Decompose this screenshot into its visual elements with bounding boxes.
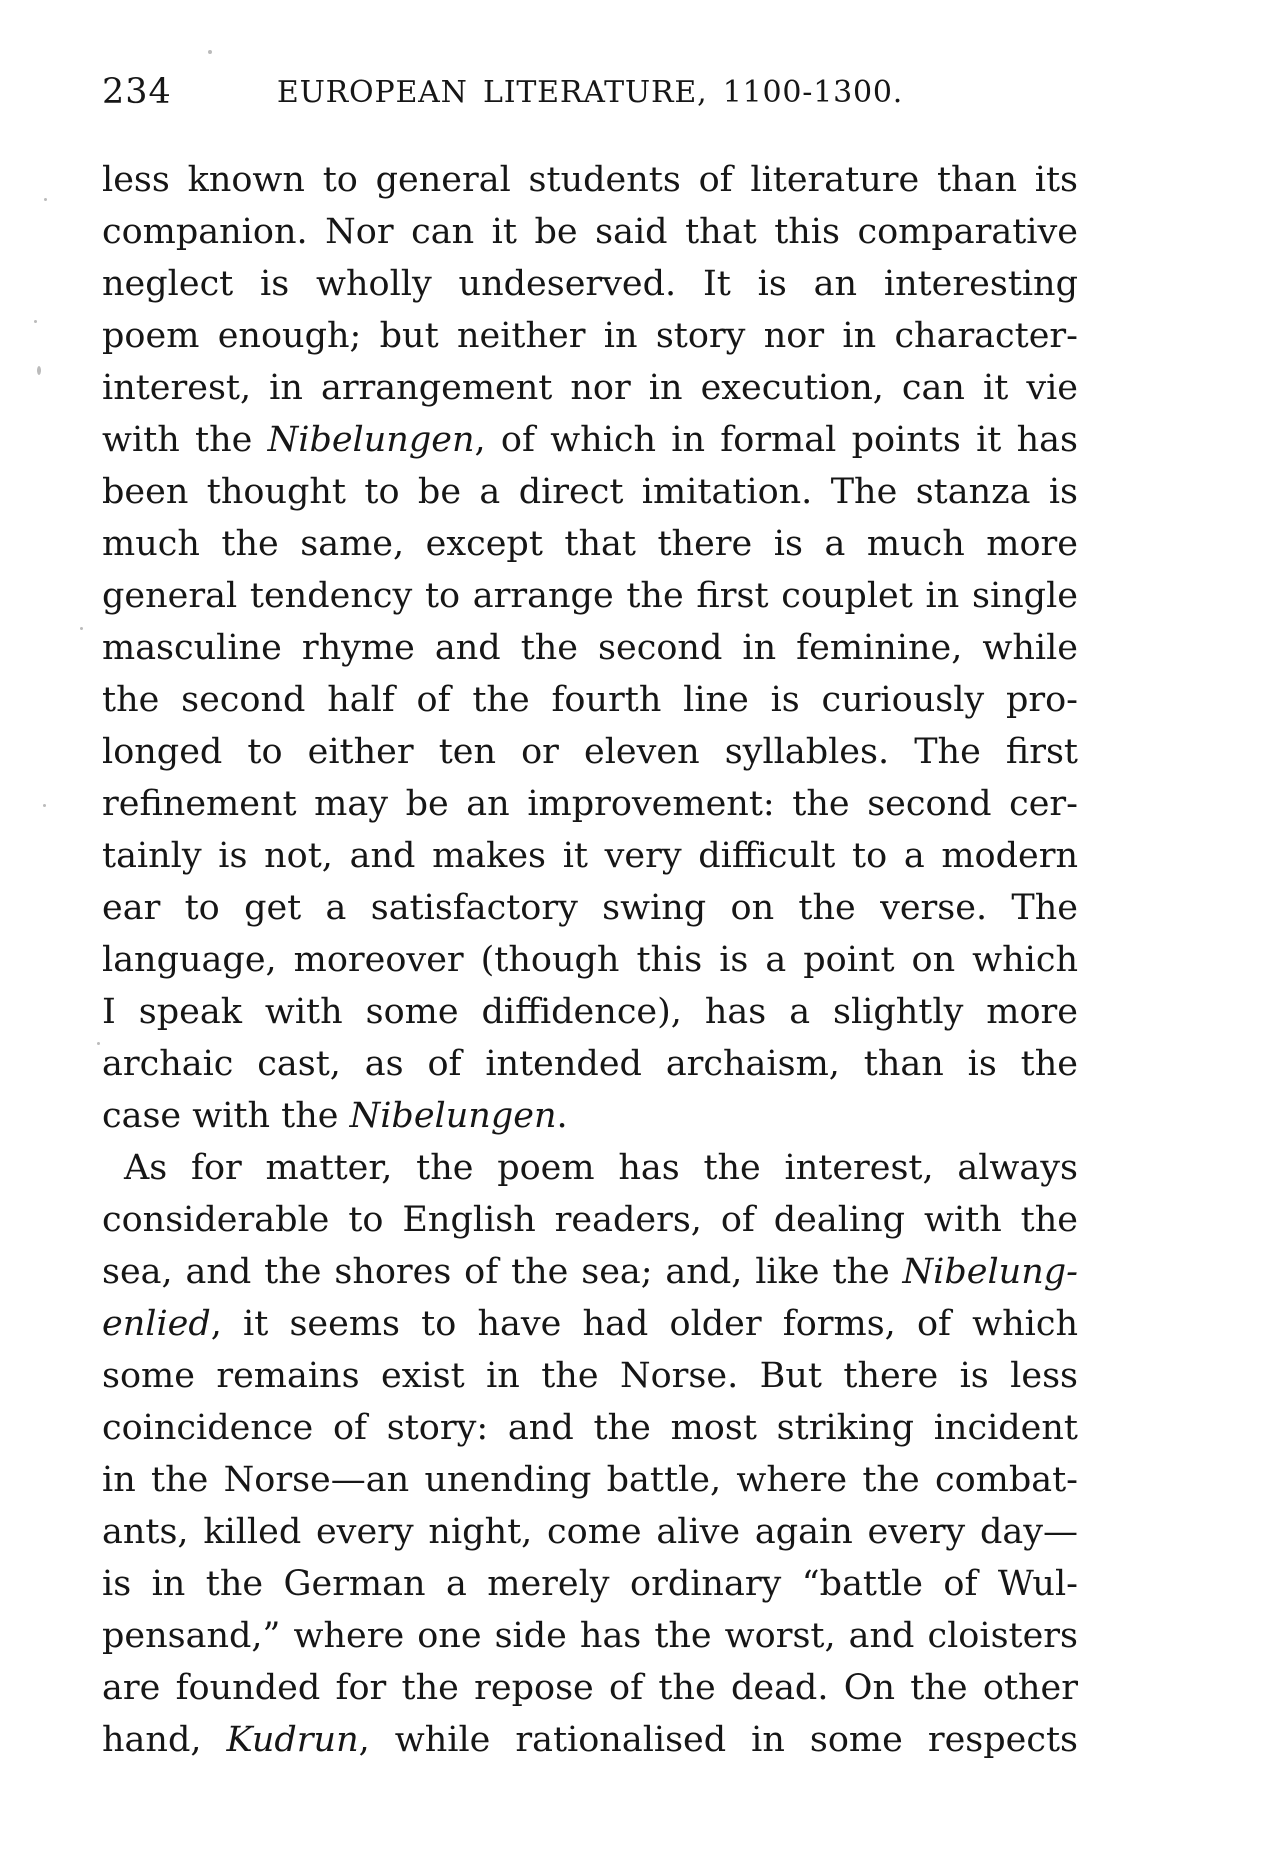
text-line [102, 934, 1078, 986]
text-line [102, 622, 1078, 674]
text-segment: companion. Nor can it be said that this comparative [102, 212, 1078, 252]
text-segment: been thought to be a direct imitation. The stanza is [102, 472, 1078, 512]
text-segment: masculine rhyme and the second in feminine, while [102, 628, 1078, 668]
text-segment: neglect is wholly undeserved. It is an interesting [102, 264, 1078, 304]
text-line [102, 830, 1078, 882]
scan-speck [97, 1042, 100, 1045]
text-line [102, 882, 1078, 934]
text-line [102, 726, 1078, 778]
italic-term: enlied [102, 1304, 211, 1344]
text-segment: refinement may be an improvement: the second cer- [102, 784, 1078, 824]
text-segment: ear to get a satisfactory swing on the verse. The [102, 888, 1078, 928]
scan-speck [208, 50, 212, 54]
page-header [102, 70, 1078, 110]
text-segment: is in the German a merely ordinary “battle of Wul- [102, 1564, 1078, 1604]
italic-term: Nibelungen [349, 1096, 557, 1136]
scan-speck [43, 804, 46, 807]
scan-speck [80, 627, 83, 630]
text-line [102, 1610, 1078, 1662]
text-segment: I speak with some diffidence), has a slightly more [102, 992, 1078, 1032]
text-segment: . [556, 1096, 568, 1136]
text-line [102, 778, 1078, 830]
text-line [102, 362, 1078, 414]
text-segment: longed to either ten or eleven syllables. The first [102, 732, 1078, 772]
text-segment: sea, and the shores of the sea; and, like the [102, 1252, 903, 1292]
text-line [102, 1038, 1078, 1090]
text-segment: ants, killed every night, come alive again every day— [102, 1512, 1078, 1552]
text-segment: in the Norse—an unending battle, where the combat- [102, 1460, 1078, 1500]
text-line [102, 1402, 1078, 1454]
text-line [102, 518, 1078, 570]
text-line [102, 1662, 1078, 1714]
text-line [102, 258, 1078, 310]
italic-term: Kudrun [226, 1720, 359, 1760]
text-segment: archaic cast, as of intended archaism, than is the [102, 1044, 1078, 1084]
text-line [102, 1194, 1078, 1246]
text-segment: less known to general students of literature than its [102, 160, 1078, 200]
scan-speck [37, 366, 41, 375]
text-segment: tainly is not, and makes it very difficult to a modern [102, 836, 1078, 876]
italic-term: Nibelung- [902, 1252, 1078, 1292]
text-segment: , it seems to have had older forms, of which [210, 1304, 1078, 1344]
text-line [102, 414, 1078, 466]
text-segment: pensand,” where one side has the worst, and cloisters [102, 1616, 1078, 1656]
text-segment: case with the [102, 1096, 350, 1136]
text-segment: are founded for the repose of the dead. On the other [102, 1668, 1078, 1708]
text-segment: , of which in formal points it has [474, 420, 1078, 460]
text-segment: the second half of the fourth line is curiously pro- [102, 680, 1078, 720]
text-segment: poem enough; but neither in story nor in character- [102, 316, 1078, 356]
text-segment: As for matter, the poem has the interest, always [124, 1148, 1078, 1188]
text-segment: much the same, except that there is a much more [102, 524, 1078, 564]
text-segment: interest, in arrangement nor in execution, can it vie [102, 368, 1078, 408]
text-line [102, 310, 1078, 362]
scan-speck [34, 320, 37, 323]
text-line [102, 1506, 1078, 1558]
text-line [102, 1090, 1078, 1142]
text-line [102, 674, 1078, 726]
text-segment: , while rationalised in some respects [358, 1720, 1078, 1760]
text-segment: language, moreover (though this is a point on which [102, 940, 1078, 980]
text-line [102, 1350, 1078, 1402]
text-line [102, 206, 1078, 258]
text-segment: considerable to English readers, of dealing with the [102, 1200, 1078, 1240]
text-line [102, 986, 1078, 1038]
page-number: 234 [102, 72, 172, 112]
text-line [102, 1714, 1078, 1766]
scan-speck [44, 198, 47, 201]
text-line [102, 466, 1078, 518]
text-line [102, 1298, 1078, 1350]
text-line [102, 154, 1078, 206]
text-segment: coincidence of story: and the most striking incident [102, 1408, 1078, 1448]
text-line [102, 1246, 1078, 1298]
text-line [102, 570, 1078, 622]
text-segment: general tendency to arrange the first couplet in single [102, 576, 1078, 616]
text-line [102, 1454, 1078, 1506]
italic-term: Nibelungen [267, 420, 475, 460]
text-segment: with the [102, 420, 268, 460]
page-body-text [102, 154, 1078, 1766]
running-title: EUROPEAN LITERATURE, 1100-1300. [276, 75, 904, 110]
text-line [102, 1142, 1078, 1194]
text-segment: some remains exist in the Norse. But there is less [102, 1356, 1078, 1396]
text-line [102, 1558, 1078, 1610]
text-segment: hand, [102, 1720, 227, 1760]
